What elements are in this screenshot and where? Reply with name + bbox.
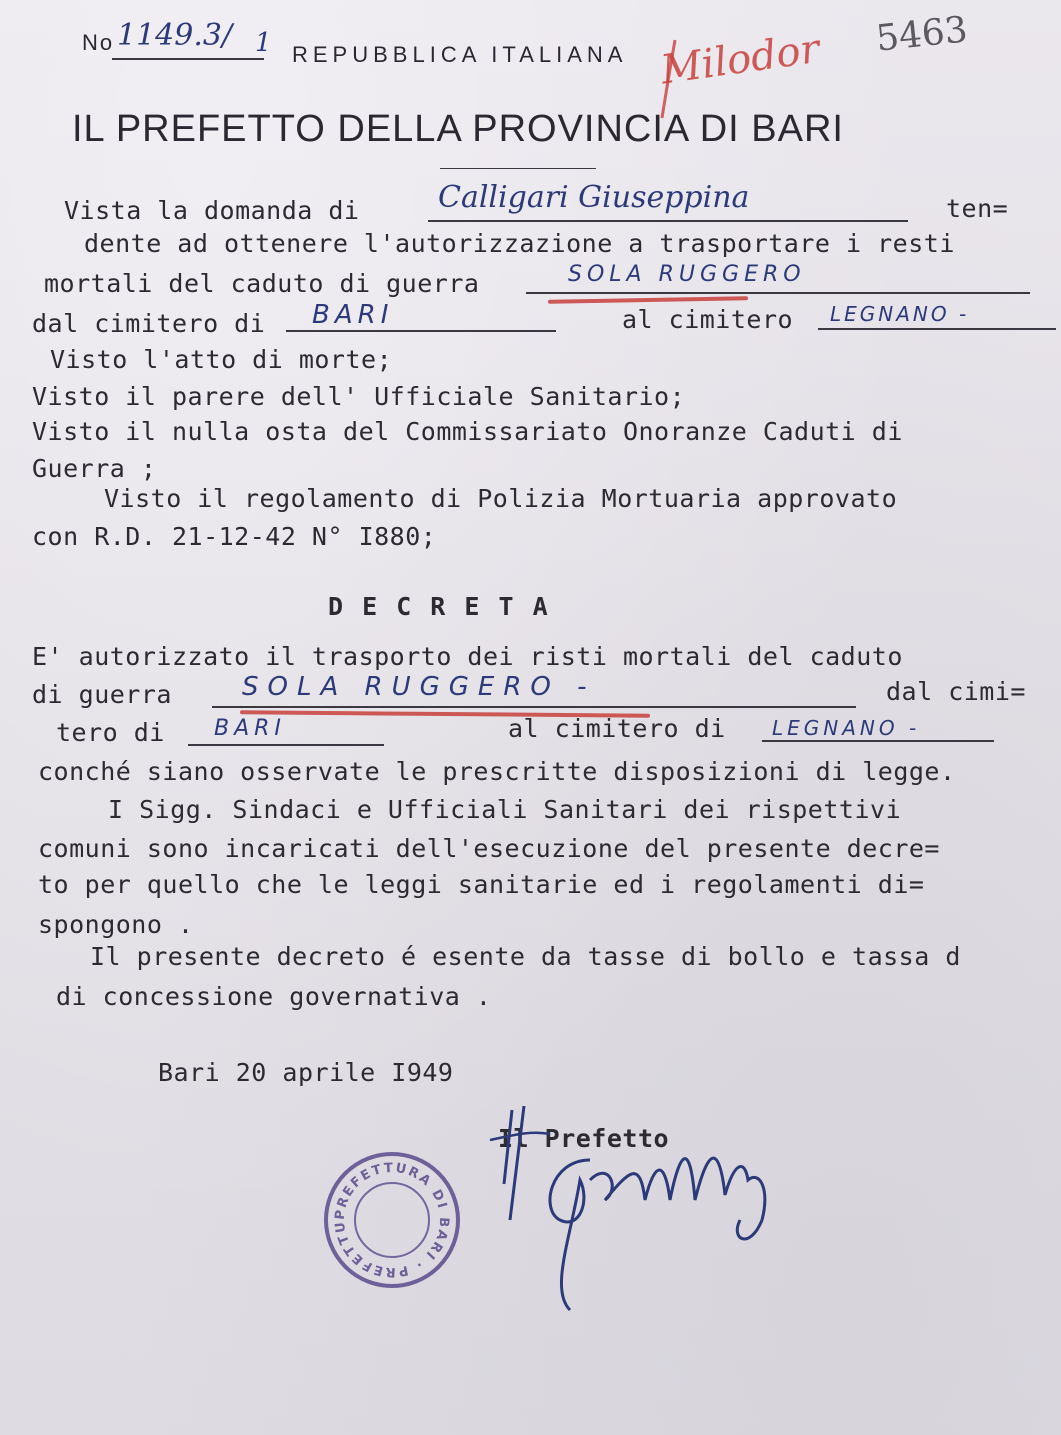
body-line-5: Visto l'atto di morte; [50,345,393,374]
svg-text:PREFETTURA DI BARI · PREFETTUR: PREFETTURA DI BARI · PREFETTURA · [315,1139,452,1280]
decree-heading: D E C R E T A [328,592,550,621]
from-cemetery-2: BARI [214,716,286,741]
body-line-9: Visto il regolamento di Polizia Mortuaria approvato [104,484,898,513]
decree-line-5: I Sigg. Sindaci e Ufficiali Sanitari dei rispettivi [108,795,902,824]
red-pencil-annotation: Milodor [658,25,823,94]
protocol-suffix: 1 [255,28,272,58]
fallen-name-2: SOLA RUGGERO - [242,672,596,702]
decree-line-4: conché siano osservate le prescritte disposizioni di legge. [38,757,956,786]
body-line-3: mortali del caduto di guerra [44,269,480,298]
decree-line-3: tero di [56,718,165,747]
to-cemetery-2: LEGNANO - [772,716,921,740]
body-line-8: Guerra ; [32,454,157,483]
fallen-name-1-underline [526,292,1030,294]
from-cemetery-2-underline [188,744,384,746]
place-date: Bari 20 aprile I949 [158,1058,454,1087]
to-cemetery-1: LEGNANO - [830,302,970,326]
decree-line-8: spongono . [38,910,194,939]
body-line-4-mid: al cimitero [622,305,794,334]
body-line-10: con R.D. 21-12-42 N° I880; [32,522,437,551]
fallen-name-1-red-mark [548,296,748,303]
title-rule [440,168,596,169]
decree-line-2: di guerra [32,680,172,709]
body-line-1-suffix: ten= [946,194,1009,223]
body-line-6: Visto il parere dell' Ufficiale Sanitario; [32,382,686,411]
protocol-underline [112,58,264,60]
document-title: IL PREFETTO DELLA PROVINCIA DI BARI [72,108,844,150]
decree-line-9: Il presente decreto é esente da tasse di bollo e tassa d [90,942,961,971]
protocol-prefix: No [82,30,115,55]
body-line-2: dente ad ottenere l'autorizzazione a trasportare i resti [84,229,955,258]
to-cemetery-1-underline [818,328,1056,330]
red-pencil-stroke [0,0,1,1]
body-line-1: Vista la domanda di [64,196,360,225]
signatory-label: Il Prefetto [498,1124,670,1153]
decree-line-1: E' autorizzato il trasporto dei risti mortali del caduto [32,642,903,671]
decree-line-6: comuni sono incaricati dell'esecuzione del presente decre= [38,834,940,863]
to-cemetery-2-underline [762,740,994,742]
protocol-number: 1149.3/ [117,18,233,53]
from-cemetery-1: BARI [312,300,394,330]
decree-line-3-mid: al cimitero di [508,714,726,743]
republic-header: REPUBBLICA ITALIANA [292,42,628,67]
prefecture-stamp [315,1139,462,1290]
pencil-number-annotation: 5463 [874,9,970,60]
from-cemetery-1-underline [286,330,556,332]
body-line-4: dal cimitero di [32,309,266,338]
decree-line-10: di concessione governativa . [56,982,492,1011]
fallen-name-1: SOLA RUGGERO [568,262,806,287]
fallen-name-2-underline [212,706,856,708]
decree-line-7: to per quello che le leggi sanitarie ed i regolamenti di= [38,870,925,899]
prefect-signature [480,1100,800,1320]
applicant-underline [428,220,908,222]
body-line-7: Visto il nulla osta del Commissariato Onoranze Caduti di [32,417,903,446]
decree-line-2-suffix: dal cimi= [886,677,1026,706]
applicant-name: Calligari Giuseppina [438,180,750,215]
